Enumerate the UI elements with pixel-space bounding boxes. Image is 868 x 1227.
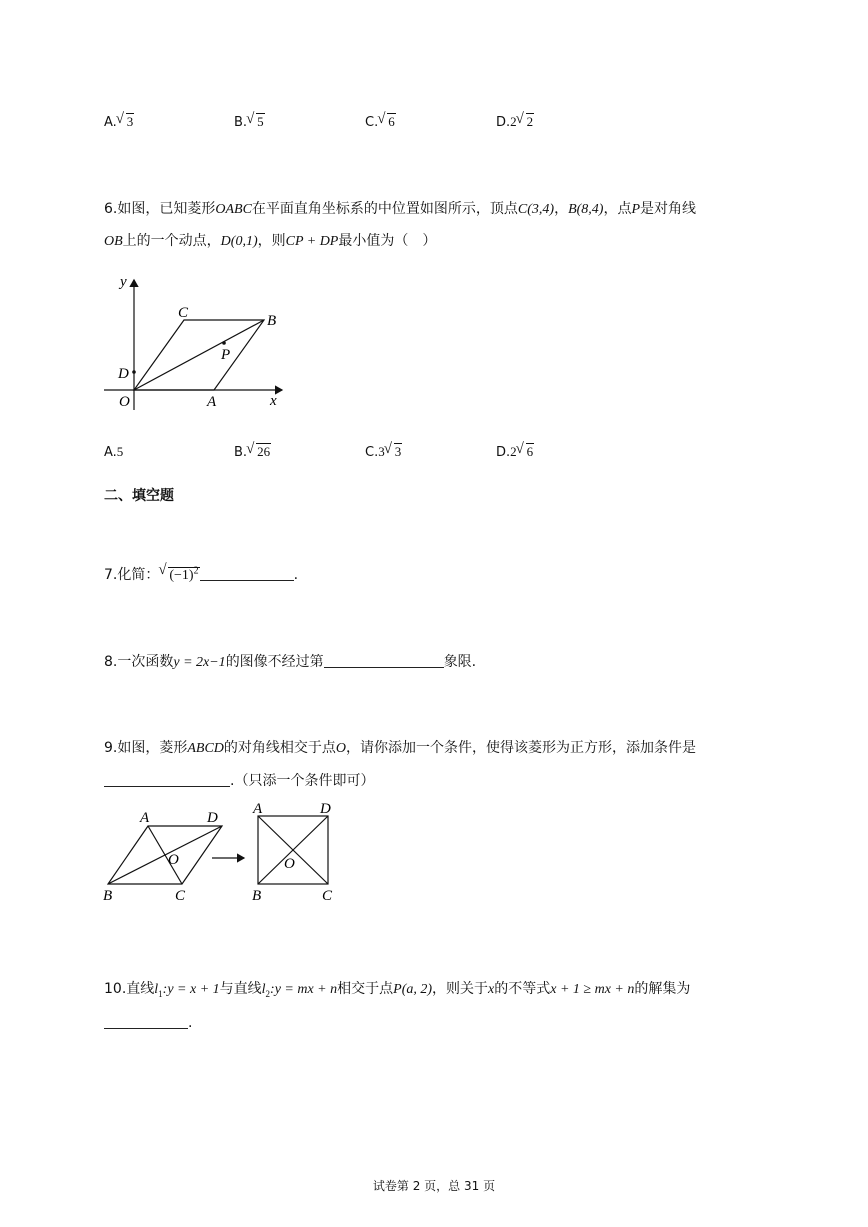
q6-line1: 6.如图，已知菱形OABC在平面直角坐标系的中位置如图所示，顶点C(3,4)，B(8,4)，点P是对角线 <box>104 201 697 217</box>
fig9b-label-d: D <box>320 801 331 817</box>
q10-line2: . <box>104 1014 192 1031</box>
fig9a-label-o: O <box>168 852 179 868</box>
fig6-label-c: C <box>178 305 189 321</box>
q10-answer-blank[interactable] <box>104 1014 188 1029</box>
q9-answer-blank[interactable] <box>104 772 230 787</box>
fig9a-label-a: A <box>140 810 150 826</box>
fig6-label-d: D <box>118 366 129 382</box>
q6-option-d: D.2√ 6 <box>496 444 534 460</box>
q6-option-a: A.5 <box>104 444 124 460</box>
q6-figure <box>100 270 290 415</box>
q6-option-c: C.3√ 3 <box>365 444 402 460</box>
q5-option-a: A.√ 3 <box>104 114 134 130</box>
q6-option-b: B.√ 26 <box>234 444 271 460</box>
q9-line1: 9.如图，菱形ABCD的对角线相交于点O，请你添加一个条件，使得该菱形为正方形，添加条件是 <box>104 740 697 756</box>
q7-answer-blank[interactable] <box>200 566 294 581</box>
fig6-label-p: P <box>221 347 231 363</box>
q8: 8.一次函数y = 2x−1的图像不经过第 象限. <box>104 654 477 670</box>
q9-figure <box>98 800 348 908</box>
fig9a-label-b: B <box>103 888 113 904</box>
q10-line1: 10.直线$l_1:y = x + 1$与直线$l_2:y$ = mx + n相交于点P(a, 2)，则关于x的不等式x + 1 ≥ mx + n的解集为 <box>104 981 691 999</box>
section-heading: 二、填空题 <box>104 488 174 504</box>
fig6-label-y: y <box>120 274 127 290</box>
page-footer: 试卷第 2 页，总 31 页 <box>372 1179 496 1193</box>
fig9a-label-c: C <box>175 888 186 904</box>
fig9b-label-b: B <box>252 888 262 904</box>
fig6-label-a: A <box>207 394 217 410</box>
fig6-label-o: O <box>119 394 130 410</box>
fig9b-label-o: O <box>284 856 295 872</box>
q5-option-c: C.√ 6 <box>365 114 396 130</box>
q9-line2: .（只添一个条件即可） <box>104 770 374 790</box>
q7: 7.化简：√ $(-1)^2$ . <box>104 564 298 584</box>
fig6-label-b: B <box>267 313 277 329</box>
q5-option-b: B.√ 5 <box>234 114 265 130</box>
fig9a-label-d: D <box>207 810 218 826</box>
fig9b-label-a: A <box>253 801 263 817</box>
q5-option-d: D.2√ 2 <box>496 114 534 130</box>
q8-answer-blank[interactable] <box>324 653 444 668</box>
fig9b-label-c: C <box>322 888 333 904</box>
fig6-label-x: x <box>270 393 277 409</box>
q6-line2: OB上的一个动点，D(0,1)，则CP + DP最小值为（ ） <box>104 233 437 249</box>
